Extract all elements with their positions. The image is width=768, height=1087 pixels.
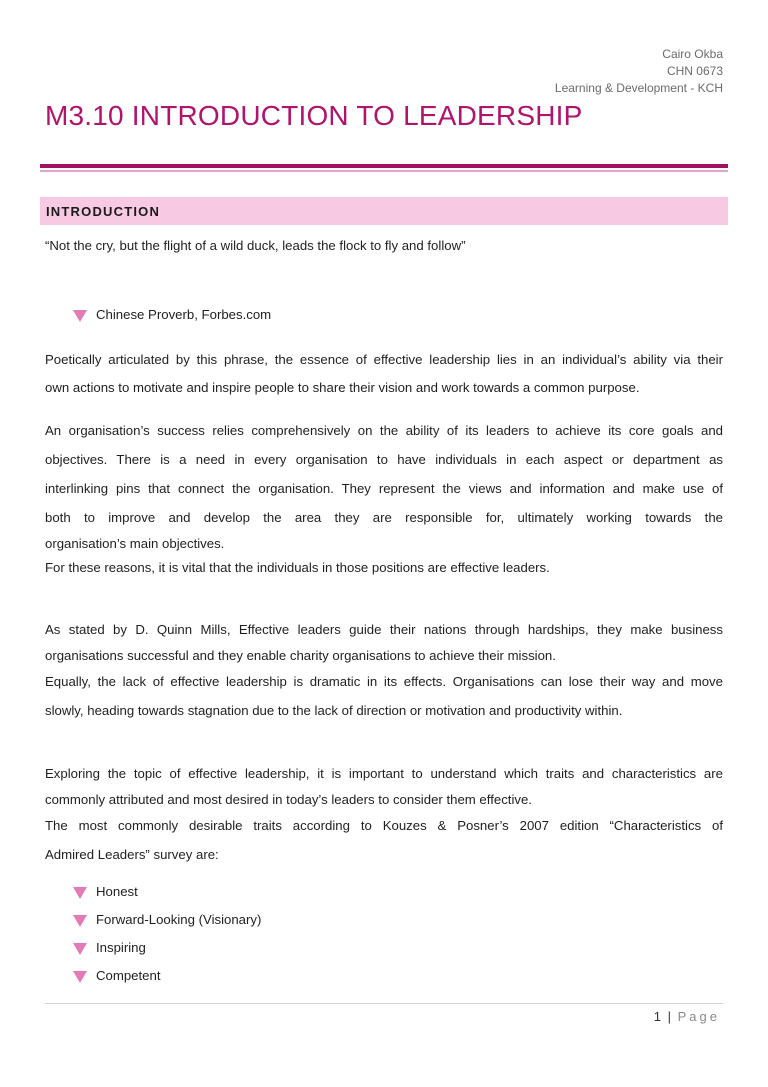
- paragraph-line: Equally, the lack of effective leadership is dramatic in its effects. Organisations can lose their way and move: [45, 674, 723, 689]
- paragraph-3: [45, 615, 723, 725]
- author-name: Cairo Okba: [662, 47, 723, 61]
- paragraph-line: As stated by D. Quinn Mills, Effective leaders guide their nations through hardships, they make business: [45, 622, 723, 637]
- paragraph-line: For these reasons, it is vital that the individuals in those positions are effective leaders.: [45, 560, 550, 575]
- trait-item: Honest: [96, 884, 138, 899]
- quote-source: Chinese Proverb, Forbes.com: [96, 307, 272, 322]
- bullet-triangle-icon: [73, 971, 87, 983]
- page-label: Page: [677, 1009, 720, 1024]
- section-heading: INTRODUCTION: [46, 204, 161, 219]
- trait-item: Forward-Looking (Visionary): [96, 912, 262, 927]
- bullet-triangle-icon: [73, 310, 87, 322]
- document-header-meta: [555, 46, 723, 97]
- paragraph-line: organisation’s main objectives.: [45, 536, 225, 551]
- page-number: 1: [653, 1009, 661, 1024]
- paragraph-line: An organisation’s success relies comprehensively on the ability of its leaders to achieve its core goals and: [45, 423, 723, 438]
- paragraph-line: own actions to motivate and inspire people to share their vision and work towards a common purpose.: [45, 380, 640, 395]
- paragraph-2: [45, 416, 723, 580]
- trait-item: Inspiring: [96, 940, 146, 955]
- document-title: M3.10 INTRODUCTION TO LEADERSHIP: [45, 100, 583, 131]
- paragraph-line: interlinking pins that connect the organisation. They represent the views and information and make use of: [45, 481, 723, 496]
- trait-item: Competent: [96, 968, 161, 983]
- footer-separator: |: [667, 1009, 671, 1024]
- title-rule-thick: [40, 164, 728, 168]
- bullet-triangle-icon: [73, 943, 87, 955]
- paragraph-line: organisations successful and they enable charity organisations to achieve their mission.: [45, 648, 556, 663]
- paragraph-4: [45, 759, 723, 869]
- course-code: CHN 0673: [666, 64, 723, 78]
- paragraph-line: commonly attributed and most desired in today’s leaders to consider them effective.: [45, 792, 532, 807]
- quote-text: “Not the cry, but the flight of a wild duck, leads the flock to fly and follow”: [45, 238, 466, 253]
- department: Learning & Development - KCH: [554, 81, 723, 95]
- bullet-triangle-icon: [73, 887, 87, 899]
- paragraph-line: Exploring the topic of effective leadership, it is important to understand which traits and characteristics are: [45, 766, 723, 781]
- paragraph-line: slowly, heading towards stagnation due to the lack of direction or motivation and productivity within.: [45, 703, 623, 718]
- paragraph-line: Poetically articulated by this phrase, the essence of effective leadership lies in an individual’s ability via their: [45, 352, 723, 367]
- paragraph-line: Admired Leaders” survey are:: [45, 847, 219, 862]
- title-rule-thin: [40, 170, 728, 172]
- footer-rule: [45, 1003, 723, 1004]
- page-footer: [654, 1009, 720, 1024]
- paragraph-line: objectives. There is a need in every organisation to have individuals in each aspect or department as: [45, 452, 723, 467]
- bullet-triangle-icon: [73, 915, 87, 927]
- paragraph-line: both to improve and develop the area they are responsible for, ultimately working towards the: [45, 510, 723, 525]
- paragraph-1: [45, 346, 723, 402]
- paragraph-line: The most commonly desirable traits according to Kouzes & Posner’s 2007 edition “Characteristics of: [45, 818, 723, 833]
